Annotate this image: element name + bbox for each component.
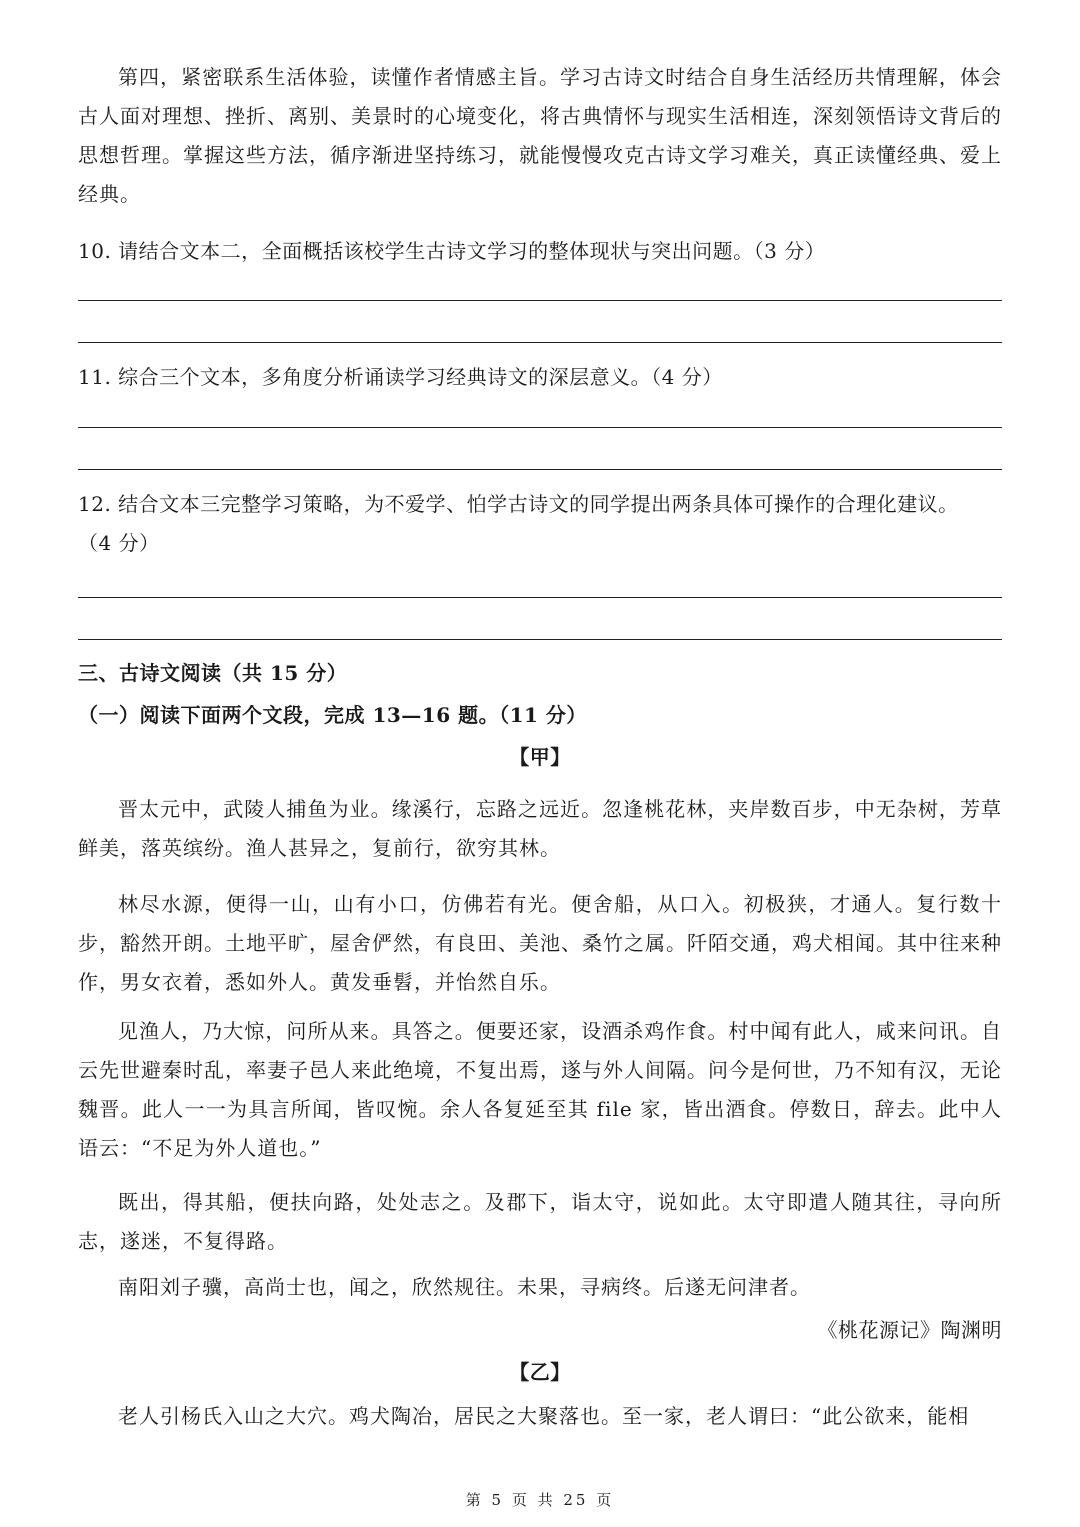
jia-paragraph-2: 林尽水源，便得一山，山有小口，仿佛若有光。便舍船，从口入。初极狭，才通人。复行数十步，豁然开朗。土地平旷，屋舍俨然，有良田、美池、桑竹之属。阡陌交通，鸡犬相闻。其中往来种作，男女衣着，悉如外人。黄发垂髫，并怡然自乐。 bbox=[78, 892, 1002, 994]
yi-paragraph-1: 老人引杨氏入山之大穴。鸡犬陶冶，居民之大聚落也。至一家，老人谓曰：“此公欲来，能相 bbox=[118, 1404, 970, 1428]
section-3-subheading: （一）阅读下面两个文段，完成 13—16 题。（11 分） bbox=[78, 703, 587, 727]
passage-yi-title: 【乙】 bbox=[509, 1360, 571, 1384]
answer-line-10b[interactable] bbox=[78, 342, 1002, 343]
question-12-line2: （4 分） bbox=[78, 531, 160, 555]
footer-middle: 页 共 bbox=[511, 1491, 556, 1509]
intro-paragraph-4: 第四，紧密联系生活体验，读懂作者情感主旨。学习古诗文时结合自身生活经历共情理解，体会古人面对理想、挫折、离别、美景时的心境变化，将古典情怀与现实生活相连，深刻领悟诗文背后的思想哲理。掌握这些方法，循序渐进坚持练习，就能慢慢攻克古诗文学习难关，真正读懂经典、爱上经典。 bbox=[78, 65, 1002, 206]
answer-line-12b[interactable] bbox=[78, 639, 1002, 640]
footer-suffix: 页 bbox=[596, 1491, 615, 1509]
question-11: 11. 综合三个文本，多角度分析诵读学习经典诗文的深层意义。（4 分） bbox=[78, 365, 723, 389]
page-footer bbox=[0, 1489, 1080, 1510]
section-3-heading: 三、古诗文阅读（共 15 分） bbox=[78, 661, 348, 685]
jia-paragraph-3: 见渔人，乃大惊，问所从来。具答之。便要还家，设酒杀鸡作食。村中闻有此人，咸来问讯。自云先世避秦时乱，率妻子邑人来此绝境，不复出焉，遂与外人间隔。问今是何世，乃不知有汉，无论魏晋。此人一一为具言所闻，皆叹惋。余人各复延至其 file 家，皆出酒食。停数日，辞去。此中人语云：“不足为外人道也。” bbox=[78, 1019, 1002, 1160]
jia-paragraph-4: 既出，得其船，便扶向路，处处志之。及郡下，诣太守，说如此。太守即遣人随其往，寻向所志，遂迷，不复得路。 bbox=[78, 1190, 1002, 1253]
jia-source: 《桃花源记》陶渊明 bbox=[817, 1318, 1002, 1342]
question-10: 10. 请结合文本二，全面概括该校学生古诗文学习的整体现状与突出问题。（3 分） bbox=[78, 239, 826, 263]
footer-page-number: 5 bbox=[491, 1491, 505, 1509]
jia-paragraph-1: 晋太元中，武陵人捕鱼为业。缘溪行，忘路之远近。忽逢桃花林，夹岸数百步，中无杂树，芳草鲜美，落英缤纷。渔人甚异之，复前行，欲穷其林。 bbox=[78, 797, 1002, 860]
question-12-line1: 12. 结合文本三完整学习策略，为不爱学、怕学古诗文的同学提出两条具体可操作的合理化建议。 bbox=[78, 492, 959, 516]
answer-line-12a[interactable] bbox=[78, 597, 1002, 598]
footer-total-pages: 25 bbox=[563, 1491, 589, 1509]
jia-paragraph-5: 南阳刘子骥，高尚士也，闻之，欣然规往。未果，寻病终。后遂无问津者。 bbox=[118, 1275, 811, 1299]
question-12 bbox=[78, 485, 1002, 563]
answer-line-11a[interactable] bbox=[78, 427, 1002, 428]
answer-line-10a[interactable] bbox=[78, 300, 1002, 301]
passage-jia-title: 【甲】 bbox=[509, 745, 571, 769]
footer-prefix: 第 bbox=[465, 1491, 484, 1509]
answer-line-11b[interactable] bbox=[78, 469, 1002, 470]
